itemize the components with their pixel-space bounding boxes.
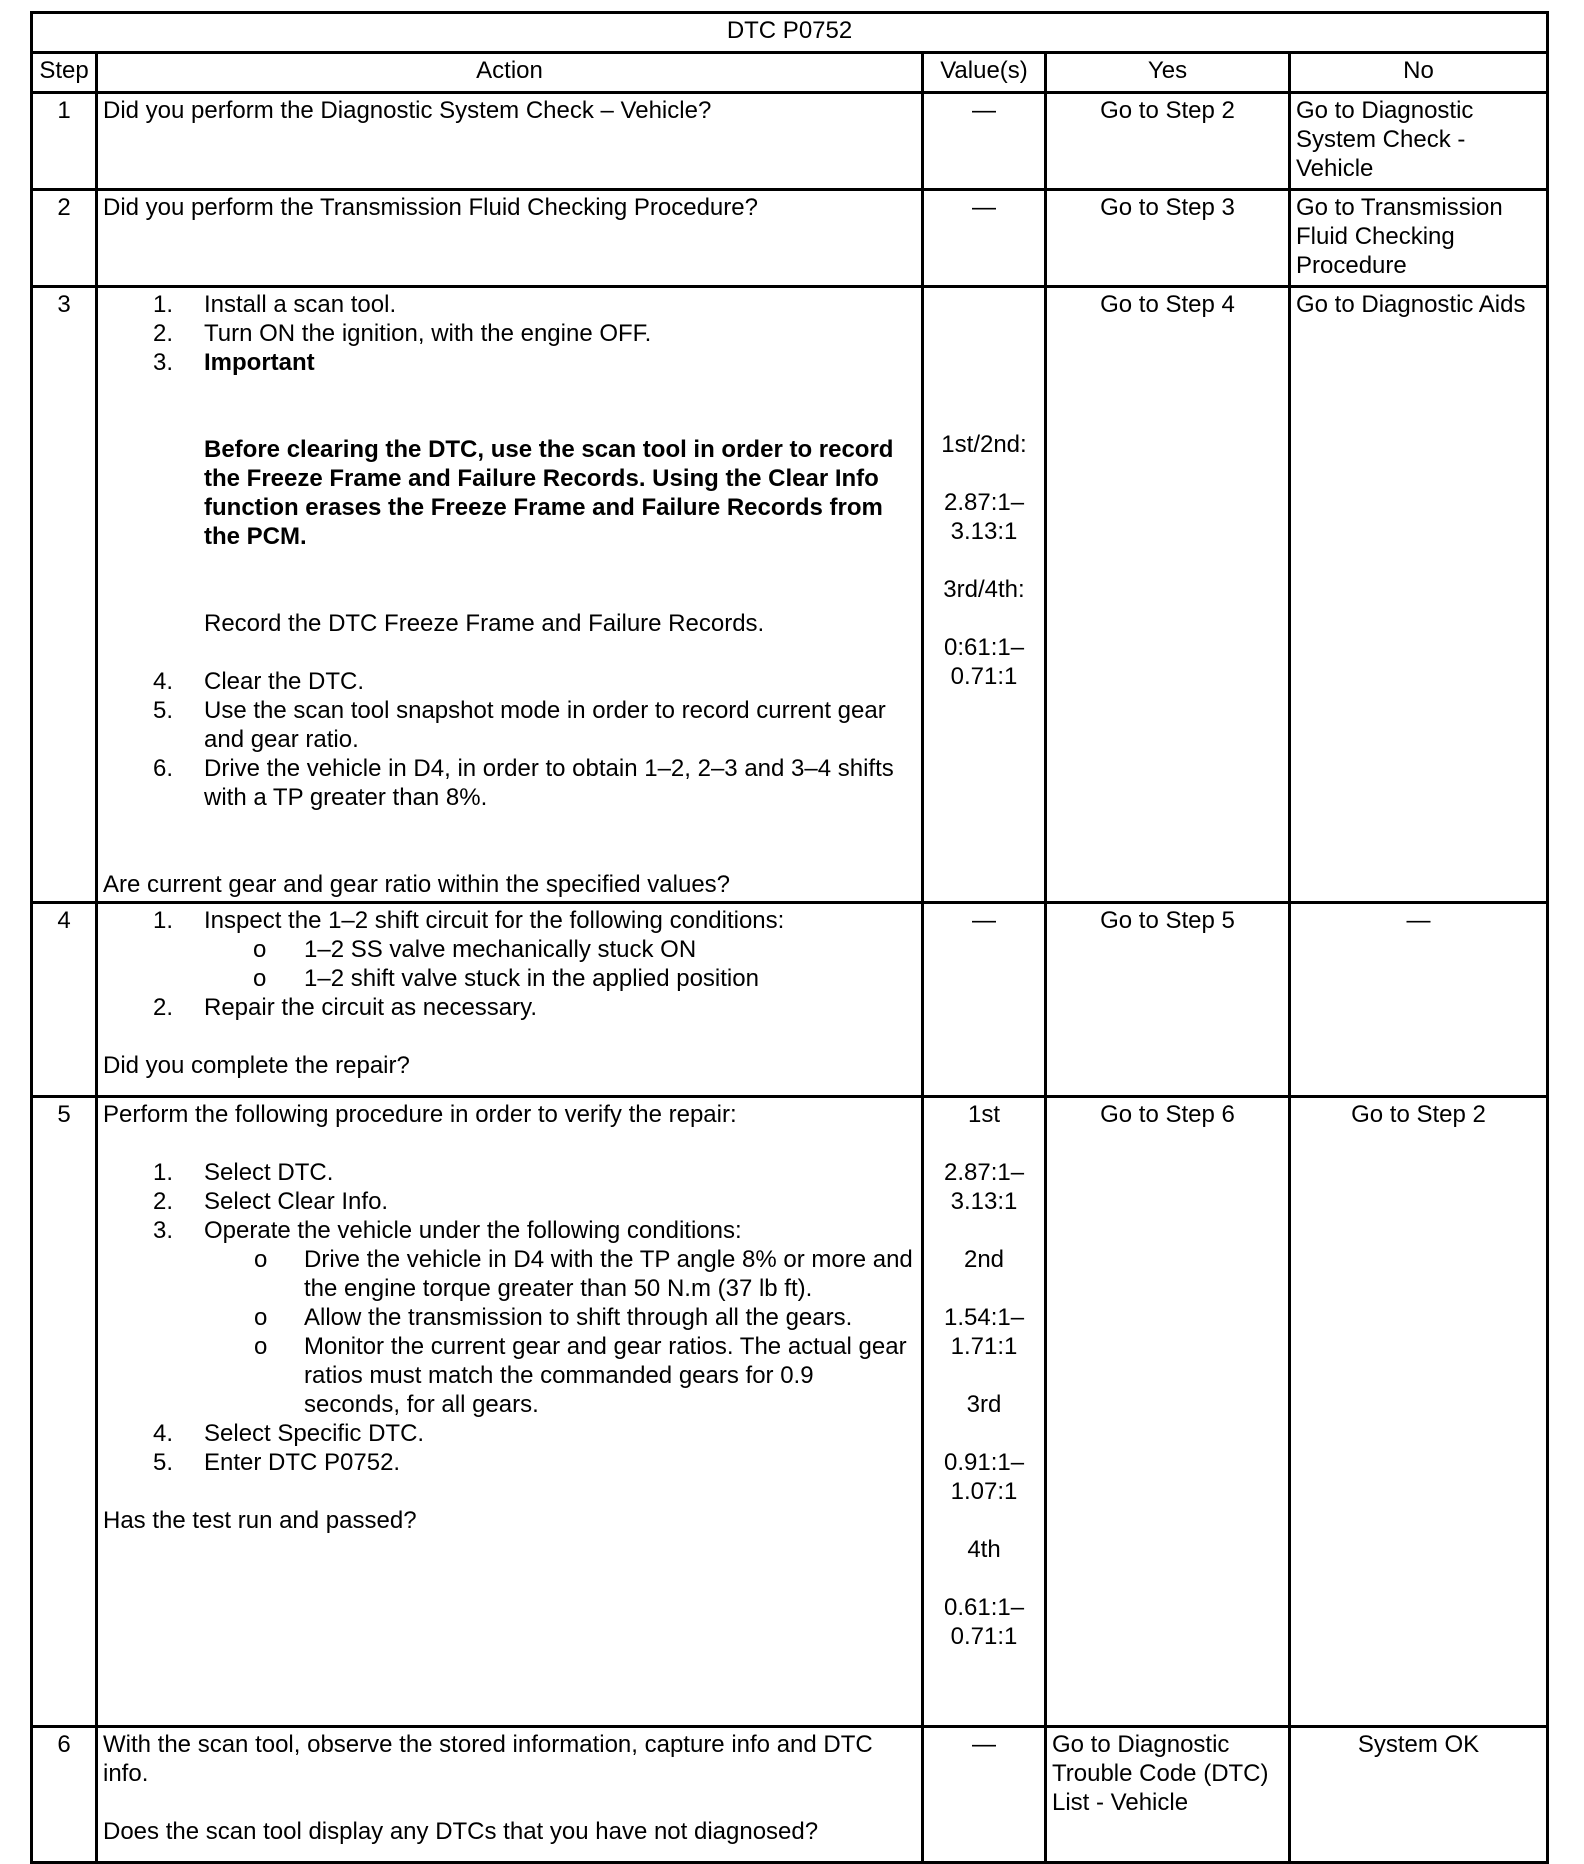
procedure-list <box>103 1158 916 1477</box>
table-row <box>32 1097 1548 1727</box>
step-action <box>97 903 923 1097</box>
list-item: 5. Use the scan tool snapshot mode in order to record current gear and gear ratio. <box>153 697 886 753</box>
list-item: 4. Clear the DTC. <box>153 668 365 695</box>
step-values: 1st/2nd: 2.87:1–3.13:1 3rd/4th: 0:61:1–0.71:1 <box>923 287 1046 903</box>
step-value: — <box>923 903 1046 1097</box>
list-item: 2. Turn ON the ignition, with the engine OFF. <box>153 320 652 347</box>
list-item: 5. Enter DTC P0752. <box>153 1449 401 1476</box>
no-value: System OK <box>1290 1727 1548 1863</box>
header-step: Step <box>32 53 97 93</box>
table-row <box>32 1727 1548 1863</box>
step-question: Did you complete the repair? <box>103 1052 410 1079</box>
yes-link[interactable]: Go to Step 3 <box>1046 190 1290 287</box>
step-number: 4 <box>32 903 97 1097</box>
important-note: Before clearing the DTC, use the scan tool in order to record the Freeze Frame and Failure Records. Using the Clear Info function erases the Freeze Frame and Failure Records from the PCM. <box>204 436 894 550</box>
step-instruction: With the scan tool, observe the stored information, capture info and DTC info. <box>103 1731 873 1787</box>
step-number: 1 <box>32 93 97 190</box>
no-link[interactable]: Go to Transmission Fluid Checking Procedure <box>1290 190 1548 287</box>
yes-link[interactable]: Go to Diagnostic Trouble Code (DTC) List - Vehicle <box>1046 1727 1290 1863</box>
list-item: 1. Install a scan tool. <box>153 291 397 318</box>
table-row <box>32 287 1548 903</box>
step-number: 5 <box>32 1097 97 1727</box>
list-item: 6. Drive the vehicle in D4, in order to obtain 1–2, 2–3 and 3–4 shifts with a TP greater than 8%. <box>153 755 894 811</box>
list-item: 1. Inspect the 1–2 shift circuit for the following conditions: o 1–2 SS valve mechanically stuck ON o 1–2 shift valve stuck in the applied position <box>103 906 916 993</box>
header-action: Action <box>97 53 923 93</box>
sub-item: o 1–2 shift valve stuck in the applied position <box>253 965 759 992</box>
step-number: 3 <box>32 287 97 903</box>
step-values: 1st 2.87:1–3.13:1 2nd 1.54:1–1.71:1 3rd 0.91:1–1.07:1 4th 0.61:1–0.71:1 <box>923 1097 1046 1727</box>
step-action <box>97 1727 923 1863</box>
list-item: 3. Operate the vehicle under the following conditions: o Drive the vehicle in D4 with the TP angle 8% or more and the engine torque greater than 50 N.m (37 lb ft). o Allow the transmission to shift through all the gears. o Monitor the current gear and gear ratios. The actual gear ratios must match the commanded gears for 0.9 seconds, for all gears. <box>103 1216 916 1419</box>
no-value: — <box>1290 903 1548 1097</box>
dtc-table <box>30 11 1549 1864</box>
step-number: 2 <box>32 190 97 287</box>
yes-link[interactable]: Go to Step 2 <box>1046 93 1290 190</box>
step-action <box>97 1097 923 1727</box>
procedure-list <box>103 290 916 812</box>
record-note: Record the DTC Freeze Frame and Failure Records. <box>204 610 765 637</box>
list-item: 3. Important Before clearing the DTC, use the scan tool in order to record the Freeze Frame and Failure Records. Using the Clear Info function erases the Freeze Frame and Failure Records from the PCM. Record the DTC Freeze Frame and Failure Records. <box>103 348 916 667</box>
step-action <box>97 287 923 903</box>
header-yes: Yes <box>1046 53 1290 93</box>
sub-item: o Monitor the current gear and gear ratios. The actual gear ratios must match the commanded gears for 0.9 seconds, for all gears. <box>254 1333 907 1418</box>
important-label: Important <box>204 349 315 376</box>
procedure-intro: Perform the following procedure in order to verify the repair: <box>103 1101 737 1128</box>
yes-link[interactable]: Go to Step 5 <box>1046 903 1290 1097</box>
table-row <box>32 190 1548 287</box>
step-value: — <box>923 1727 1046 1863</box>
no-link[interactable]: Go to Step 2 <box>1290 1097 1548 1727</box>
step-value: — <box>923 93 1046 190</box>
yes-link[interactable]: Go to Step 6 <box>1046 1097 1290 1727</box>
list-item: 2. Repair the circuit as necessary. <box>153 994 538 1021</box>
step-number: 6 <box>32 1727 97 1863</box>
step-action: Did you perform the Diagnostic System Check – Vehicle? <box>97 93 923 190</box>
step-action: Did you perform the Transmission Fluid Checking Procedure? <box>97 190 923 287</box>
table-row <box>32 93 1548 190</box>
step-value: — <box>923 190 1046 287</box>
table-row <box>32 903 1548 1097</box>
no-link[interactable]: Go to Diagnostic Aids <box>1290 287 1548 903</box>
table-title: DTC P0752 <box>32 13 1548 53</box>
no-link[interactable]: Go to Diagnostic System Check - Vehicle <box>1290 93 1548 190</box>
yes-link[interactable]: Go to Step 4 <box>1046 287 1290 903</box>
list-item: 1. Select DTC. <box>153 1159 334 1186</box>
step-question: Are current gear and gear ratio within the specified values? <box>103 871 731 898</box>
header-no: No <box>1290 53 1548 93</box>
header-values: Value(s) <box>923 53 1046 93</box>
sub-item: o Drive the vehicle in D4 with the TP angle 8% or more and the engine torque greater than 50 N.m (37 lb ft). <box>254 1246 913 1302</box>
list-item: 2. Select Clear Info. <box>153 1188 389 1215</box>
step-question: Does the scan tool display any DTCs that you have not diagnosed? <box>103 1818 819 1845</box>
sub-item: o Allow the transmission to shift through all the gears. <box>254 1304 853 1331</box>
list-item: 4. Select Specific DTC. <box>153 1420 425 1447</box>
sub-item: o 1–2 SS valve mechanically stuck ON <box>253 936 697 963</box>
step-question: Has the test run and passed? <box>103 1507 417 1534</box>
procedure-list <box>103 906 916 1022</box>
